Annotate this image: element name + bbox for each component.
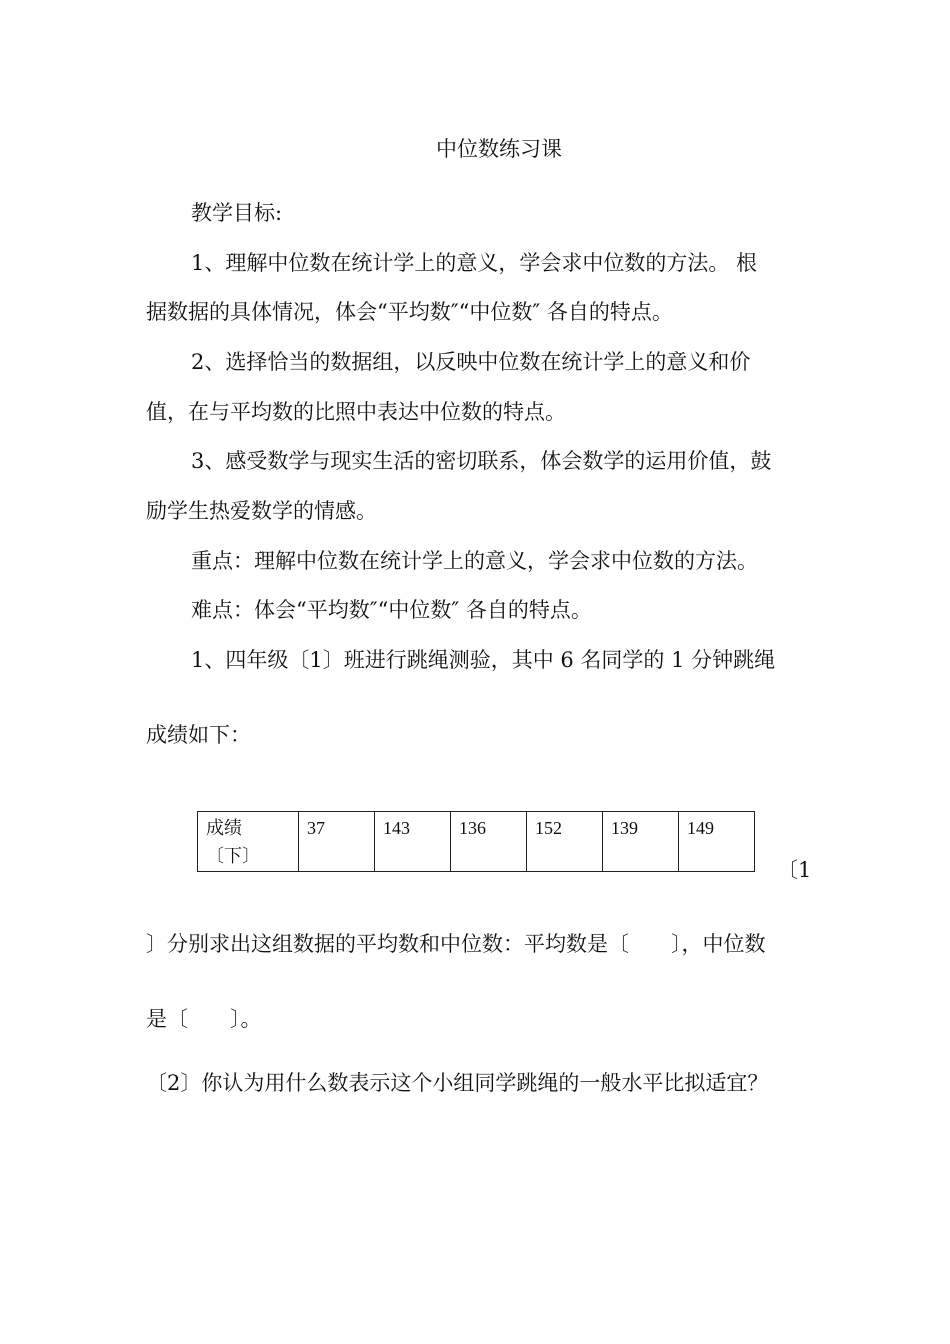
table-row — [198, 812, 755, 872]
question-1-line-2: 是〔 〕。 — [146, 1007, 262, 1031]
header-unit: 〔下〕 — [206, 846, 260, 866]
exercise-1-line-1: 1、四年级〔1〕班进行跳绳测验，其中 6 名同学的 1 分钟跳绳 — [191, 648, 776, 672]
objective-1-line-1: 1、理解中位数在统计学上的意义，学会求中位数的方法。 根 — [191, 251, 758, 275]
exercise-1-line-2: 成绩如下： — [146, 723, 251, 747]
question-1-line-1: 〕分别求出这组数据的平均数和中位数：平均数是〔 〕，中位数 — [146, 932, 766, 956]
objective-3-line-2: 励学生热爱数学的情感。 — [146, 499, 377, 523]
score-cell: 37 — [299, 812, 375, 872]
page-title: 中位数练习课 — [436, 137, 562, 161]
table-header-cell — [198, 812, 299, 872]
header-label: 成绩 — [206, 818, 242, 838]
score-cell: 139 — [603, 812, 679, 872]
objective-3-line-1: 3、感受数学与现实生活的密切联系，体会数学的运用价值，鼓 — [191, 449, 772, 473]
difficulty: 难点：体会“平均数″“中位数″ 各自的特点。 — [191, 598, 592, 622]
score-cell: 143 — [375, 812, 451, 872]
key-point: 重点：理解中位数在统计学上的意义，学会求中位数的方法。 — [191, 549, 758, 573]
score-cell: 136 — [451, 812, 527, 872]
objective-2-line-2: 值，在与平均数的比照中表达中位数的特点。 — [146, 400, 566, 424]
score-cell: 149 — [679, 812, 755, 872]
question-1-number: 〔1 — [777, 858, 812, 882]
score-cell: 152 — [527, 812, 603, 872]
objective-2-line-1: 2、选择恰当的数据组，以反映中位数在统计学上的意义和价 — [191, 350, 751, 374]
objective-1-line-2: 据数据的具体情况，体会“平均数″“中位数″ 各自的特点。 — [146, 300, 673, 324]
objectives-heading: 教学目标: — [191, 201, 283, 225]
question-2: 〔2〕你认为用什么数表示这个小组同学跳绳的一般水平比拟适宜？ — [146, 1071, 769, 1095]
scores-table — [197, 811, 755, 872]
